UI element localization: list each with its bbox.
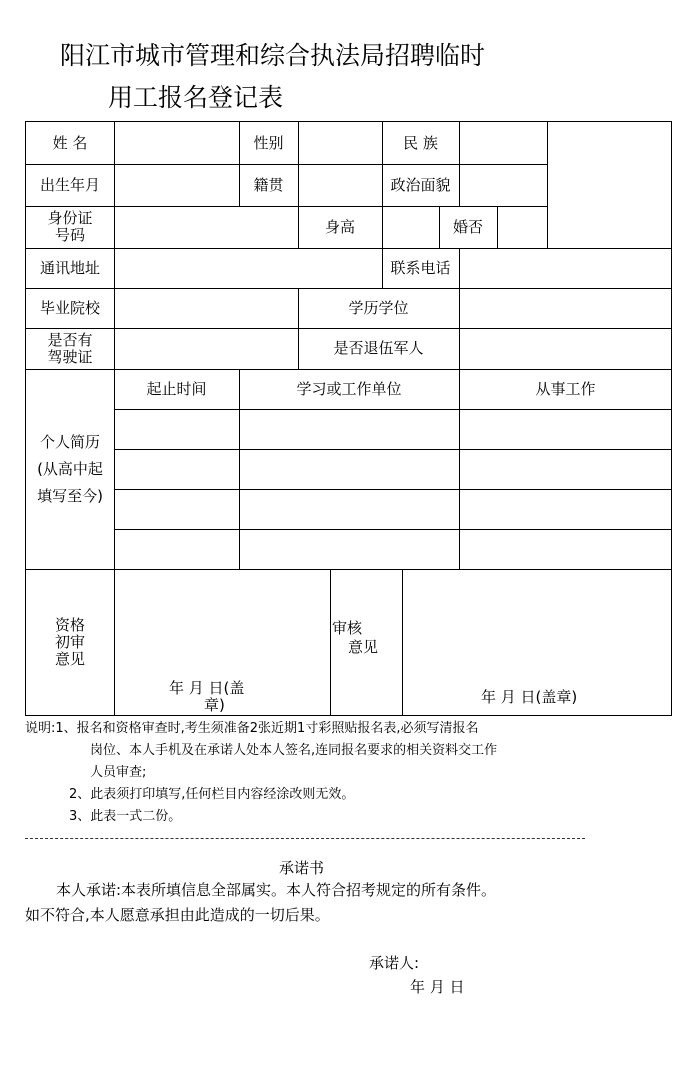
birth-field[interactable]: [114, 164, 239, 206]
label-resume-line3: 填写至今): [37, 486, 103, 505]
label-id-number-line2: 号码: [54, 226, 85, 244]
native-place-field[interactable]: [298, 164, 382, 206]
review-field[interactable]: [114, 569, 330, 679]
pledge-paragraph-line1: 本人承诺:本表所填信息全部属实。本人符合招考规定的所有条件。: [56, 881, 497, 899]
label-id-number-line1: 身份证: [47, 209, 93, 227]
pledge-heading: 承诺书: [279, 859, 325, 877]
divider-dashed: [25, 838, 585, 839]
label-native-place: 籍贯: [253, 175, 284, 194]
name-field[interactable]: [114, 122, 239, 164]
phone-field[interactable]: [459, 248, 672, 288]
label-phone: 联系电话: [390, 258, 451, 277]
school-field[interactable]: [114, 288, 298, 328]
label-audit-line2: 意见: [348, 638, 379, 656]
label-license-line1: 是否有: [47, 330, 93, 349]
label-veteran: 是否退伍军人: [333, 339, 424, 357]
review-date: [169, 680, 244, 714]
gender-field[interactable]: [298, 122, 382, 164]
header-unit: 学习或工作单位: [296, 379, 402, 398]
header-job: 从事工作: [535, 379, 596, 398]
label-resume-line2: (从高中起: [37, 459, 103, 478]
veteran-field[interactable]: [459, 328, 672, 369]
label-resume-line1: 个人简历: [39, 432, 100, 451]
registration-form-table: [25, 121, 672, 716]
label-license-line2: 驾驶证: [47, 347, 93, 366]
label-review-line1: 资格: [54, 616, 85, 634]
address-field[interactable]: [114, 248, 382, 288]
resume-entries[interactable]: [114, 409, 672, 569]
ethnicity-field[interactable]: [459, 122, 547, 164]
label-political-status: 政治面貌: [390, 175, 451, 194]
label-ethnicity: 民 族: [403, 133, 438, 152]
audit-field[interactable]: [402, 569, 672, 679]
political-status-field[interactable]: [459, 164, 547, 206]
form-title-line2: 用工报名登记表: [108, 83, 284, 112]
label-audit: [332, 619, 378, 657]
label-resume: [26, 369, 114, 569]
header-period: 起止时间: [146, 379, 207, 398]
label-birth: 出生年月: [39, 175, 100, 194]
pledge-paragraph-line2: 如不符合,本人愿意承担由此造成的一切后果。: [25, 906, 330, 924]
photo-area: [547, 122, 672, 248]
form-title-line1: 阳江市城市管理和综合执法局招聘临时: [60, 41, 486, 70]
label-address: 通讯地址: [39, 258, 100, 277]
id-number-field[interactable]: [114, 206, 298, 248]
label-audit-line1: 审核: [332, 619, 363, 637]
review-date-line2: 章): [204, 696, 225, 714]
label-degree: 学历学位: [348, 298, 409, 317]
review-date-line1: 年 月 日(盖: [169, 679, 245, 697]
note-line5: 3、此表一式二份。: [69, 809, 182, 824]
note-line1: 说明:1、报名和资格审查时,考生须准备2张近期1寸彩照贴报名表,必须写清报名: [25, 721, 479, 736]
label-review-line2: 初审: [54, 633, 85, 651]
license-field[interactable]: [114, 328, 298, 369]
degree-field[interactable]: [459, 288, 672, 328]
pledge-date: 年 月 日: [410, 978, 465, 996]
label-review: [26, 569, 114, 716]
label-marital: 婚否: [452, 217, 483, 236]
label-license: [26, 328, 114, 369]
label-name: 姓 名: [52, 133, 88, 152]
label-school: 毕业院校: [39, 298, 100, 317]
label-id-number: [26, 206, 114, 248]
note-line3: 人员审查;: [90, 765, 147, 780]
label-review-line3: 意见: [54, 650, 85, 668]
pledge-signer-label: 承诺人:: [369, 954, 420, 972]
note-line2: 岗位、本人手机及在承诺人处本人签名,连同报名要求的相关资料交工作: [90, 743, 498, 758]
label-gender: 性别: [253, 133, 284, 152]
label-height: 身高: [324, 217, 355, 236]
marital-field[interactable]: [497, 206, 547, 248]
audit-date: 年 月 日(盖章): [481, 688, 578, 706]
note-line4: 2、此表须打印填写,任何栏目内容经涂改则无效。: [69, 787, 355, 802]
height-field[interactable]: [382, 206, 439, 248]
